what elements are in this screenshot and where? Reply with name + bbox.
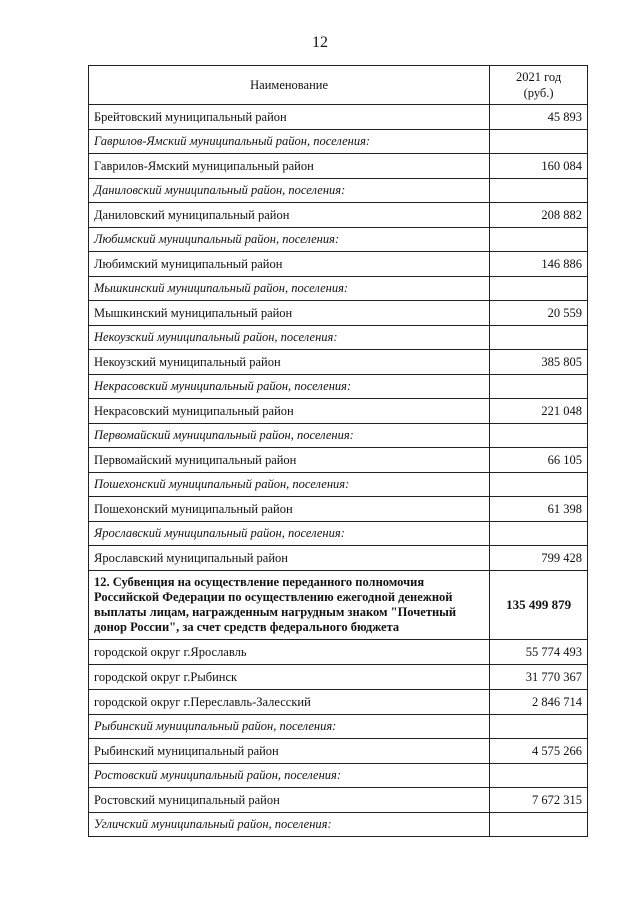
row-amount: 208 882 [490, 203, 588, 228]
row-name: Любимский муниципальный район [89, 252, 490, 277]
row-name: Первомайский муниципальный район [89, 448, 490, 473]
table-row [89, 690, 588, 715]
row-name: городской округ г.Переславль-Залесский [89, 690, 490, 715]
section-row [89, 375, 588, 399]
section-row [89, 326, 588, 350]
row-name: Некрасовский муниципальный район, поселения: [89, 375, 490, 399]
row-name: городской округ г.Ярославль [89, 640, 490, 665]
section-row [89, 813, 588, 837]
row-name: Ростовский муниципальный район, поселения: [89, 764, 490, 788]
row-name: Брейтовский муниципальный район [89, 105, 490, 130]
row-amount: 135 499 879 [490, 571, 588, 640]
row-name: Рыбинский муниципальный район, поселения: [89, 715, 490, 739]
row-amount [490, 179, 588, 203]
row-amount [490, 473, 588, 497]
row-amount [490, 130, 588, 154]
section-row [89, 277, 588, 301]
table-row [89, 105, 588, 130]
table-row [89, 640, 588, 665]
header-year-cell [490, 66, 588, 105]
row-name: Ростовский муниципальный район [89, 788, 490, 813]
row-name: 12. Субвенция на осуществление переданного полномочия Российской Федерации по осуществлению ежегодной денежной выплаты лицам, награжденным нагрудным знаком "Почетный донор России", за счет средств федерального бюджета [89, 571, 490, 640]
row-name: Пошехонский муниципальный район, поселения: [89, 473, 490, 497]
row-name: Некрасовский муниципальный район [89, 399, 490, 424]
table-row [89, 665, 588, 690]
header-unit: (руб.) [523, 86, 554, 100]
row-amount: 55 774 493 [490, 640, 588, 665]
row-amount: 799 428 [490, 546, 588, 571]
row-name: Ярославский муниципальный район [89, 546, 490, 571]
budget-table [88, 65, 588, 837]
row-amount [490, 375, 588, 399]
row-amount: 2 846 714 [490, 690, 588, 715]
row-amount [490, 326, 588, 350]
row-amount [490, 715, 588, 739]
table-row [89, 154, 588, 179]
row-name: Рыбинский муниципальный район [89, 739, 490, 764]
table-row [89, 739, 588, 764]
page-number: 12 [312, 34, 328, 51]
row-name: Любимский муниципальный район, поселения: [89, 228, 490, 252]
row-amount: 160 084 [490, 154, 588, 179]
row-name: Даниловский муниципальный район [89, 203, 490, 228]
row-amount: 7 672 315 [490, 788, 588, 813]
table-row [89, 252, 588, 277]
row-amount: 66 105 [490, 448, 588, 473]
section-row [89, 473, 588, 497]
section-row [89, 130, 588, 154]
table-body [89, 105, 588, 837]
table-row [89, 546, 588, 571]
row-amount: 31 770 367 [490, 665, 588, 690]
section-row [89, 424, 588, 448]
row-name: Гаврилов-Ямский муниципальный район, поселения: [89, 130, 490, 154]
table-row [89, 448, 588, 473]
row-amount [490, 764, 588, 788]
row-name: городской округ г.Рыбинск [89, 665, 490, 690]
row-amount: 61 398 [490, 497, 588, 522]
section-row [89, 522, 588, 546]
row-name: Первомайский муниципальный район, поселения: [89, 424, 490, 448]
table-row [89, 399, 588, 424]
row-amount: 20 559 [490, 301, 588, 326]
row-amount: 221 048 [490, 399, 588, 424]
row-amount: 385 805 [490, 350, 588, 375]
row-name: Пошехонский муниципальный район [89, 497, 490, 522]
row-name: Некоузский муниципальный район, поселения: [89, 326, 490, 350]
subvention-row [89, 571, 588, 640]
row-amount [490, 228, 588, 252]
table-row [89, 301, 588, 326]
table-row [89, 350, 588, 375]
header-year: 2021 год [515, 70, 562, 84]
row-amount [490, 813, 588, 837]
row-name: Угличский муниципальный район, поселения: [89, 813, 490, 837]
row-amount [490, 277, 588, 301]
row-name: Некоузский муниципальный район [89, 350, 490, 375]
row-name: Мышкинский муниципальный район [89, 301, 490, 326]
table-row [89, 788, 588, 813]
table-row [89, 203, 588, 228]
row-name: Ярославский муниципальный район, поселения: [89, 522, 490, 546]
table-row [89, 497, 588, 522]
row-amount: 146 886 [490, 252, 588, 277]
row-amount [490, 424, 588, 448]
row-amount [490, 522, 588, 546]
section-row [89, 715, 588, 739]
row-amount: 4 575 266 [490, 739, 588, 764]
section-row [89, 764, 588, 788]
row-name: Мышкинский муниципальный район, поселения: [89, 277, 490, 301]
row-name: Даниловский муниципальный район, поселения: [89, 179, 490, 203]
section-row [89, 179, 588, 203]
section-row [89, 228, 588, 252]
row-name: Гаврилов-Ямский муниципальный район [89, 154, 490, 179]
header-name: Наименование [89, 66, 490, 105]
row-amount: 45 893 [490, 105, 588, 130]
table-header-row [89, 66, 588, 105]
